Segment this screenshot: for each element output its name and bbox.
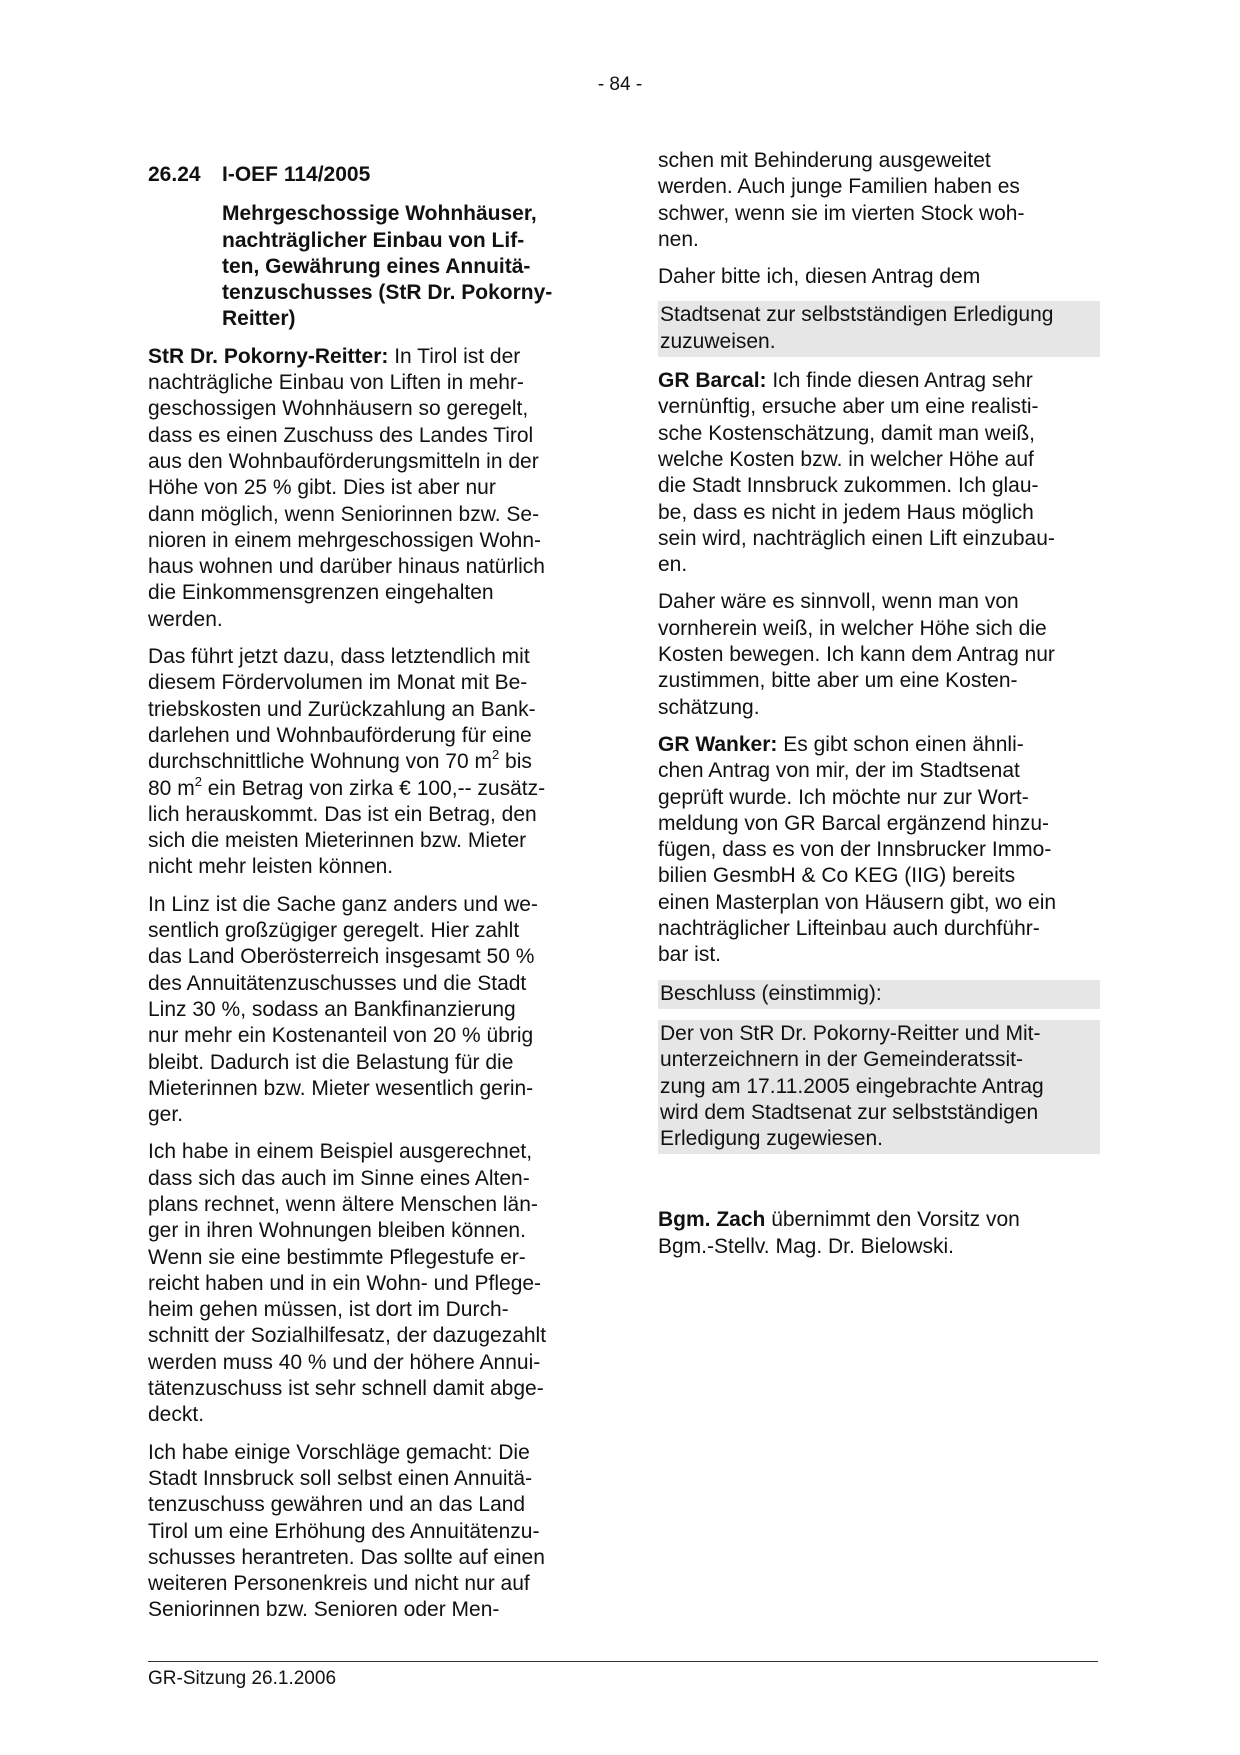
text-line: plans rechnet, wenn ältere Menschen län- <box>148 1192 538 1216</box>
text-line: Ich finde diesen Antrag sehr <box>766 369 1033 393</box>
text-line: fügen, dass es von der Innsbrucker Immo- <box>658 838 1052 862</box>
right-column <box>658 148 1100 1271</box>
text-line: bar ist. <box>658 943 722 967</box>
agenda-item-code: I-OEF 114/2005 <box>222 163 371 186</box>
text-line: tenzuschuss gewähren und an das Land <box>148 1493 526 1517</box>
text-line: Wenn sie eine bestimmte Pflegestufe er- <box>148 1245 526 1269</box>
text-line: nur mehr ein Kostenanteil von 20 % übrig <box>148 1024 534 1048</box>
decision-text <box>658 1020 1100 1154</box>
text-line: Der von StR Dr. Pokorny-Reitter und Mit- <box>660 1021 1041 1045</box>
text-line: ger. <box>148 1103 184 1127</box>
text-line: ein Betrag von zirka € 100,-- zusätz- <box>201 776 546 800</box>
paragraph-wanker <box>658 732 1100 969</box>
text-line: Stadt Innsbruck soll selbst einen Annuitä- <box>148 1466 533 1490</box>
text-line: durchschnittliche Wohnung von 70 m <box>148 750 492 774</box>
text-line: Es gibt schon einen ähnli- <box>777 732 1024 756</box>
text-line: geschossigen Wohnhäusern so geregelt, <box>148 397 529 421</box>
paragraph-vorschlaege <box>148 1440 590 1624</box>
speaker-name: GR Barcal: <box>658 369 767 393</box>
paragraph-foerdervolumen <box>148 644 590 881</box>
text-line: zustimmen, bitte aber um eine Kosten- <box>658 669 1018 693</box>
text-line: chen Antrag von mir, der im Stadtsenat <box>658 759 1020 783</box>
text-line: übernimmt den Vorsitz von <box>765 1208 1020 1232</box>
text-line: en. <box>658 553 688 577</box>
text-line: die Stadt Innsbruck zukommen. Ich glau- <box>658 474 1039 498</box>
text-line: unterzeichnern in der Gemeinderatssit- <box>660 1048 1024 1072</box>
text-line: deckt. <box>148 1403 205 1427</box>
text-line: In Linz ist die Sache ganz anders und we- <box>148 892 538 916</box>
text-line: dass sich das auch im Sinne eines Alten- <box>148 1166 530 1190</box>
subject-line: Reitter) <box>222 307 296 331</box>
text-line: be, dass es nicht in jedem Haus möglich <box>658 500 1034 524</box>
text-line: werden. <box>148 607 223 631</box>
text-line: vornherein weiß, in welcher Höhe sich die <box>658 616 1047 640</box>
text-line: reicht haben und in ein Wohn- und Pflege- <box>148 1271 542 1295</box>
text-line: nicht mehr leisten können. <box>148 855 394 879</box>
text-line: nioren in einem mehrgeschossigen Wohn- <box>148 528 541 552</box>
text-line: bis <box>499 750 532 774</box>
text-line: geprüft wurde. Ich möchte nur zur Wort- <box>658 785 1029 809</box>
text-line: schen mit Behinderung ausgeweitet <box>658 149 991 172</box>
text-line: weiteren Personenkreis und nicht nur auf <box>148 1572 530 1596</box>
text-line: sein wird, nachträglich einen Lift einzubau- <box>658 526 1055 550</box>
decision-label <box>658 980 1100 1009</box>
text-line: tätenzuschuss ist sehr schnell damit abge- <box>148 1377 544 1401</box>
text-line: dass es einen Zuschuss des Landes Tirol <box>148 423 534 447</box>
paragraph-pokorny-reitter <box>148 344 590 633</box>
text-line: Ich habe einige Vorschläge gemacht: Die <box>148 1440 530 1464</box>
text-line: nachträgliche Einbau von Liften in mehr- <box>148 371 524 395</box>
text-line: sche Kostenschätzung, damit man weiß, <box>658 421 1036 445</box>
text-line: schusses herantreten. Das sollte auf einen <box>148 1545 545 1569</box>
subject-line: Mehrgeschossige Wohnhäuser, <box>222 202 537 226</box>
text-line: bleibt. Dadurch ist die Belastung für die <box>148 1050 514 1074</box>
text-line: dann möglich, wenn Seniorinnen bzw. Se- <box>148 502 540 526</box>
text-line: Höhe von 25 % gibt. Dies ist aber nur <box>148 476 496 500</box>
text-line: darlehen und Wohnbauförderung für eine <box>148 723 532 747</box>
text-line: schwer, wenn sie im vierten Stock woh- <box>658 201 1025 225</box>
speaker-name: GR Wanker: <box>658 732 778 756</box>
left-column <box>148 148 590 1635</box>
page-number: - 84 - <box>597 74 643 95</box>
text-line: Kosten bewegen. Ich kann dem Antrag nur <box>658 643 1055 667</box>
footer-divider <box>148 1661 1098 1662</box>
text-line: einen Masterplan von Häusern gibt, wo ein <box>658 890 1057 914</box>
agenda-item-number: 26.24 <box>148 163 201 186</box>
subject-line: nachträglicher Einbau von Lif- <box>222 228 525 252</box>
paragraph-kosten <box>658 589 1100 720</box>
text-line: heim gehen müssen, ist dort im Durch- <box>148 1298 509 1322</box>
text-line: schnitt der Sozialhilfesatz, der dazugezahlt <box>148 1324 547 1348</box>
text-line: diesem Fördervolumen im Monat mit Be- <box>148 671 528 695</box>
text-line: bilien GesmbH & Co KEG (IIG) bereits <box>658 864 1016 888</box>
text-line: Mieterinnen bzw. Mieter wesentlich gerin- <box>148 1076 534 1100</box>
text-line: Daher bitte ich, diesen Antrag dem <box>658 265 981 289</box>
paragraph-chair-change <box>658 1207 1100 1260</box>
agenda-item-subject <box>222 201 590 332</box>
text-line: Daher wäre es sinnvoll, wenn man von <box>658 590 1019 614</box>
text-line: schätzung. <box>658 695 760 719</box>
text-line: haus wohnen und darüber hinaus natürlich <box>148 555 545 579</box>
text-line: Tirol um eine Erhöhung des Annuitätenzu- <box>148 1519 540 1543</box>
paragraph-continuation <box>658 148 1100 253</box>
text-line: sich die meisten Mieterinnen bzw. Mieter <box>148 829 527 853</box>
text-line: sentlich großzügiger geregelt. Hier zahlt <box>148 919 520 943</box>
text-line: zuzuweisen. <box>660 329 776 353</box>
text-line: Stadtsenat zur selbstständigen Erledigung <box>660 303 1054 327</box>
text-line: vernünftig, ersuche aber um eine realisti- <box>658 395 1039 419</box>
text-line: zung am 17.11.2005 eingebrachte Antrag <box>660 1074 1044 1098</box>
footer-session-date: GR-Sitzung 26.1.2006 <box>148 1668 337 1689</box>
text-line: meldung von GR Barcal ergänzend hinzu- <box>658 811 1050 835</box>
paragraph-beispiel <box>148 1139 590 1428</box>
text-line: die Einkommensgrenzen eingehalten <box>148 581 494 605</box>
text-line: werden. Auch junge Familien haben es <box>658 175 1020 199</box>
text-line: Seniorinnen bzw. Senioren oder Men- <box>148 1598 500 1622</box>
text-line: nen. <box>658 227 699 251</box>
speaker-name: Bgm. Zach <box>658 1208 766 1232</box>
agenda-item-heading <box>148 162 590 188</box>
text-line: nachträglicher Lifteinbau auch durchführ- <box>658 917 1040 941</box>
text-line: Linz 30 %, sodass an Bankfinanzierung <box>148 997 516 1021</box>
text-line: Das führt jetzt dazu, dass letztendlich mit <box>148 645 530 669</box>
text-line: Bgm.-Stellv. Mag. Dr. Bielowski. <box>658 1234 955 1258</box>
text-line: welche Kosten bzw. in welcher Höhe auf <box>658 447 1034 471</box>
subject-line: tenzuschusses (StR Dr. Pokorny- <box>222 281 553 305</box>
text-line: Erledigung zugewiesen. <box>660 1127 883 1151</box>
paragraph-linz <box>148 892 590 1129</box>
text-line: wird dem Stadtsenat zur selbstständigen <box>660 1100 1039 1124</box>
superscript: 2 <box>194 773 202 789</box>
text-line: werden muss 40 % und der höhere Annui- <box>148 1350 541 1374</box>
text-line: triebskosten und Zurückzahlung an Bank- <box>148 697 536 721</box>
paragraph-barcal <box>658 368 1100 578</box>
subject-line: ten, Gewährung eines Annuitä- <box>222 254 531 278</box>
motion-text-shaded <box>658 301 1100 357</box>
speaker-name: StR Dr. Pokorny-Reitter: <box>148 344 389 368</box>
text-line: aus den Wohnbauförderungsmitteln in der <box>148 449 539 473</box>
text-line: Ich habe in einem Beispiel ausgerechnet, <box>148 1140 533 1164</box>
text-line: 80 m <box>148 776 195 800</box>
text-line: das Land Oberösterreich insgesamt 50 % <box>148 945 535 969</box>
paragraph-antrag <box>658 264 1100 290</box>
text-line: des Annuitätenzuschusses und die Stadt <box>148 971 527 995</box>
text-line: ger in ihren Wohnungen bleiben können. <box>148 1219 526 1243</box>
text-line: Beschluss (einstimmig): <box>660 981 882 1005</box>
superscript: 2 <box>491 747 500 763</box>
text-line: In Tirol ist der <box>388 344 521 368</box>
text-line: lich herauskommt. Das ist ein Betrag, den <box>148 802 537 826</box>
